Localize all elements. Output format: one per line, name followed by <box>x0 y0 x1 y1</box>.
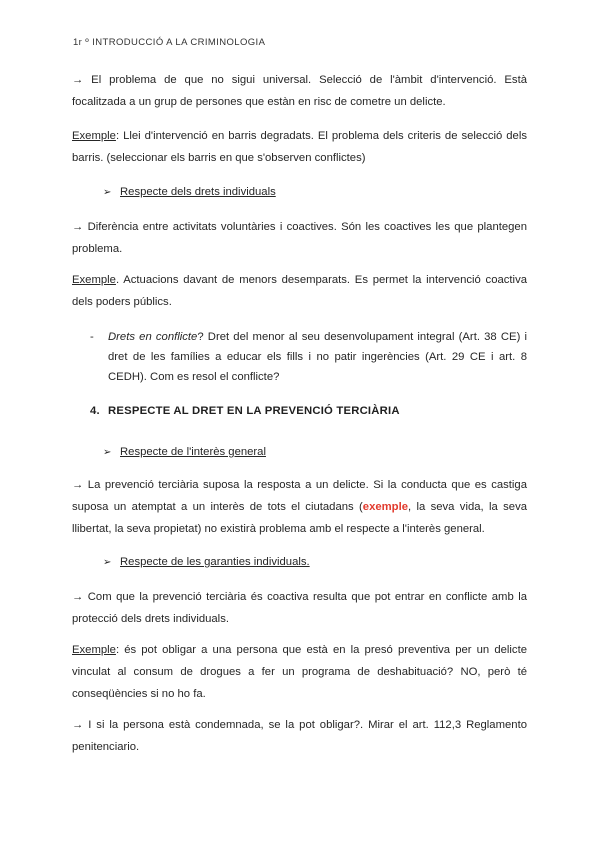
paragraph-exemple-preso <box>72 639 527 705</box>
section-number: 4. <box>90 405 100 417</box>
paragraph-exemple-barris <box>72 125 527 169</box>
dash-marker: - <box>90 331 94 343</box>
paragraph-coactiva-conflicte <box>72 586 527 630</box>
dash-item-text: ? Dret del menor al seu desenvolupament integral (Art. 38 CE) i dret de les famílies a educar els fills i no patir ingerències (Art. 29 CE i art. 8 CEDH). Com es resol el conflicte? <box>108 331 528 383</box>
exemple-highlight: exemple <box>362 501 408 513</box>
bullet-drets-individuals <box>103 183 276 202</box>
paragraph-text: → El problema de que no sigui universal. Selecció de l'àmbit d'intervenció. Està focalitzada a un grup de persones que estàn en risc de cometre un delicte. <box>72 74 527 108</box>
bullet-text: Respecte de les garanties individuals. <box>120 556 310 568</box>
section-heading-4 <box>90 405 400 417</box>
paragraph-text: → I si la persona està condemnada, se la pot obligar?. Mirar el art. 112,3 Reglamento penitenciario. <box>72 719 527 753</box>
page-header: 1r º INTRODUCCIÓ A LA CRIMINOLOGIA <box>73 37 266 48</box>
paragraph-exemple-menors <box>72 269 527 313</box>
paragraph-activitats-coactives <box>72 216 527 260</box>
paragraph-text-after: , la seva vida, la seva llibertat, la seva propietat) no existirà problema amb el respecte a l'interès general. <box>72 501 527 535</box>
bullet-text: Respecte dels drets individuals <box>120 186 276 198</box>
bullet-garanties-individuals <box>103 553 310 572</box>
paragraph-ambit-intervencio <box>72 69 527 113</box>
paragraph-text-before: → La prevenció terciària suposa la resposta a un delicte. Si la conducta que es castiga suposa un atemptat a un interès de tots el ciutadans ( <box>72 479 527 513</box>
exemple-label: Exemple <box>72 644 116 656</box>
italic-term: Drets en conflicte <box>108 331 198 343</box>
dash-item-body <box>108 327 527 387</box>
paragraph-text: : és pot obligar a una persona que està en la presó preventiva per un delicte vinculat al consum de drogues a fer un programa de deshabituació? NO, però té conseqüències si no ho fa. <box>72 644 527 700</box>
arrow-bullet-icon: ➢ <box>103 447 112 458</box>
section-title: RESPECTE AL DRET EN LA PREVENCIÓ TERCIÀRIA <box>108 405 400 417</box>
paragraph-text: → Diferència entre activitats voluntàries i coactives. Són les coactives les que plantegen problema. <box>72 221 527 255</box>
paragraph-prevencio-terciaria <box>72 474 527 540</box>
paragraph-persona-condemnada <box>72 714 527 758</box>
bullet-interes-general <box>103 443 266 462</box>
bullet-text: Respecte de l'interès general <box>120 446 266 458</box>
exemple-label: Exemple <box>72 274 116 286</box>
paragraph-text: . Actuacions davant de menors desemparats. Es permet la intervenció coactiva dels poders públics. <box>72 274 527 308</box>
exemple-label: Exemple <box>72 130 116 142</box>
paragraph-text: : Llei d'intervenció en barris degradats. El problema dels criteris de selecció dels barris. (seleccionar els barris en que s'observen conflictes) <box>72 130 527 164</box>
arrow-bullet-icon: ➢ <box>103 187 112 198</box>
paragraph-text: → Com que la prevenció terciària és coactiva resulta que pot entrar en conflicte amb la protecció dels drets individuals. <box>72 591 527 625</box>
arrow-bullet-icon: ➢ <box>103 557 112 568</box>
